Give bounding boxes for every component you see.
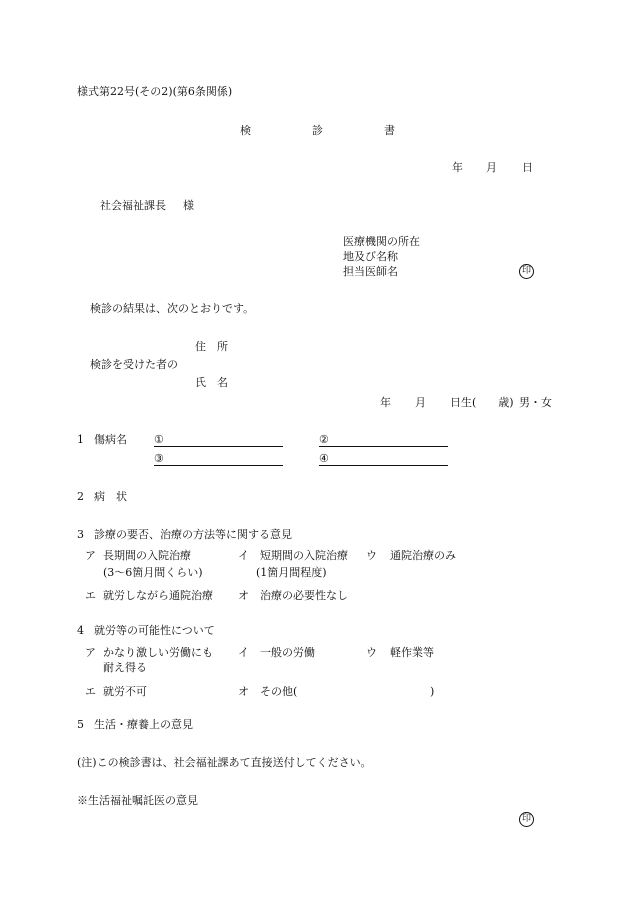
- section-1-title: 傷病名: [94, 433, 127, 446]
- s4-option-e-label: エ: [85, 685, 96, 698]
- diagnosis-blank-1[interactable]: [154, 446, 283, 447]
- section-3-number: 3: [77, 528, 84, 541]
- birth-month: 月: [415, 396, 426, 409]
- s3-option-u-label: ウ: [366, 549, 377, 562]
- s4-option-a-text-2: 耐え得る: [103, 661, 147, 674]
- diagnosis-blank-3[interactable]: [154, 465, 283, 466]
- title-char-2: 診: [312, 124, 323, 137]
- address-label: 住 所: [195, 340, 228, 353]
- addressee-honorific: 様: [183, 199, 194, 212]
- section-2-title: 病 状: [94, 490, 127, 503]
- s3-option-e-label: エ: [85, 589, 96, 602]
- diagnosis-marker-4: ④: [319, 452, 329, 465]
- intro-text: 検診の結果は、次のとおりです。: [90, 302, 255, 315]
- section-1-number: 1: [77, 433, 84, 446]
- date-year: 年: [452, 161, 463, 174]
- s3-option-e-text: 就労しながら通院治療: [103, 589, 213, 602]
- footer-seal-mark: 印: [519, 812, 534, 827]
- s4-option-o-label: オ: [238, 685, 249, 698]
- seal-mark: 印: [519, 264, 534, 279]
- s4-option-o-close: ): [430, 685, 435, 698]
- name-label: 氏 名: [195, 376, 228, 389]
- doctor-opinion-label: ※生活福祉嘱託医の意見: [77, 794, 198, 807]
- section-2-number: 2: [77, 490, 84, 503]
- s3-option-a-text: 長期間の入院治療: [103, 549, 191, 562]
- s3-option-o-text: 治療の必要性なし: [260, 589, 348, 602]
- diagnosis-marker-2: ②: [319, 433, 329, 446]
- date-day: 日: [522, 161, 533, 174]
- section-4-title: 就労等の可能性について: [94, 624, 215, 637]
- s4-option-u-text: 軽作業等: [390, 646, 434, 659]
- birth-day-age: 日生( 歳): [450, 396, 514, 409]
- sex-choice: 男・女: [519, 396, 552, 409]
- note-text: (注)この検診書は、社会福祉課あて直接送付してください。: [77, 756, 372, 769]
- section-4-number: 4: [77, 624, 84, 637]
- s3-option-i-text: 短期間の入院治療: [260, 549, 348, 562]
- s3-option-a-note: (3〜6箇月間くらい): [103, 566, 203, 579]
- s4-option-i-label: イ: [238, 646, 249, 659]
- s3-option-a-label: ア: [85, 549, 96, 562]
- title-char-3: 書: [384, 124, 395, 137]
- section-3-title: 診療の要否、治療の方法等に関する意見: [94, 528, 292, 541]
- s4-option-o-text: その他(: [260, 685, 298, 698]
- institution-line-2: 地及び名称: [343, 250, 398, 263]
- diagnosis-blank-2[interactable]: [319, 446, 448, 447]
- diagnosis-blank-4[interactable]: [319, 465, 448, 466]
- s3-option-u-text: 通院治療のみ: [390, 549, 456, 562]
- s4-option-a-text: かなり激しい労働にも: [103, 646, 213, 659]
- institution-line-1: 医療機関の所在: [343, 235, 420, 248]
- s3-option-i-label: イ: [238, 549, 249, 562]
- patient-label: 検診を受けた者の: [90, 358, 178, 371]
- section-5-number: 5: [77, 718, 84, 731]
- section-5-title: 生活・療養上の意見: [94, 718, 193, 731]
- addressee-name: 社会福祉課長: [100, 199, 166, 212]
- date-month: 月: [486, 161, 497, 174]
- s4-option-a-label: ア: [85, 646, 96, 659]
- s4-option-e-text: 就労不可: [103, 685, 147, 698]
- title-char-1: 検: [240, 124, 251, 137]
- s4-option-u-label: ウ: [366, 646, 377, 659]
- s4-option-i-text: 一般の労働: [260, 646, 315, 659]
- form-number: 様式第22号(その2)(第6条関係): [77, 85, 233, 98]
- birth-year: 年: [380, 396, 391, 409]
- doctor-name-label: 担当医師名: [343, 265, 398, 278]
- diagnosis-marker-1: ①: [154, 433, 164, 446]
- diagnosis-marker-3: ③: [154, 452, 164, 465]
- s3-option-i-note: (1箇月間程度): [256, 566, 327, 579]
- s3-option-o-label: オ: [238, 589, 249, 602]
